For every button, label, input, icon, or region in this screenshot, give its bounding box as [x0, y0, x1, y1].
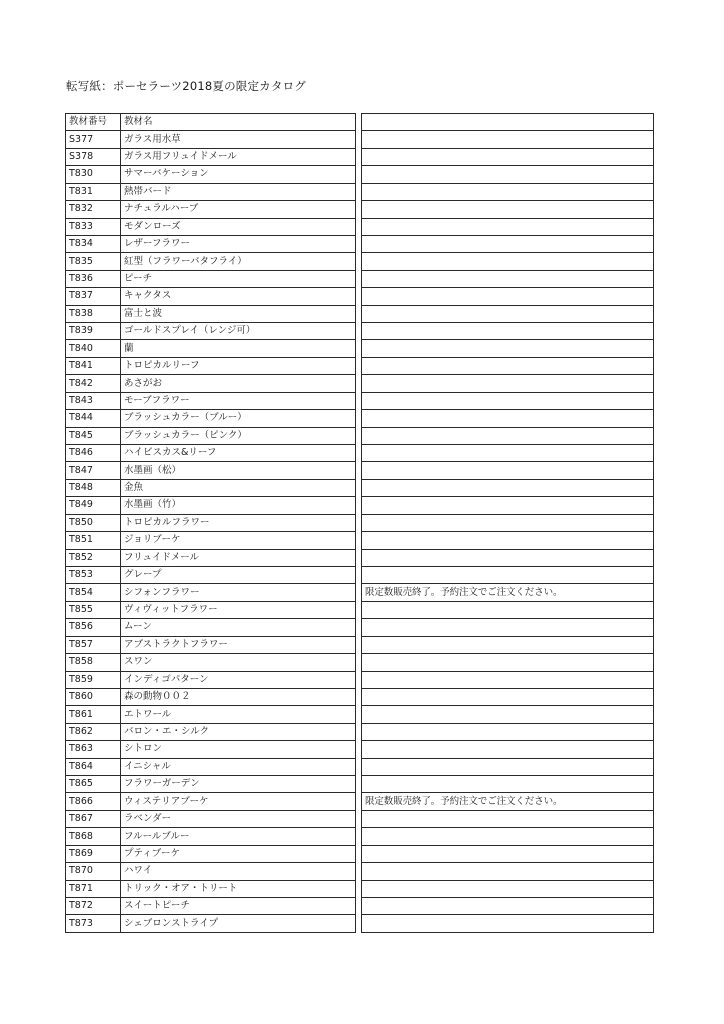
item-code: T868 [66, 828, 121, 845]
notes-row [362, 305, 654, 322]
notes-row [362, 845, 654, 862]
item-note [362, 497, 654, 514]
item-note [362, 218, 654, 235]
item-code: T852 [66, 549, 121, 566]
notes-row [362, 183, 654, 200]
item-code: T830 [66, 166, 121, 183]
table-row [66, 566, 356, 583]
item-name: ラベンダー [121, 810, 356, 827]
item-note [362, 323, 654, 340]
table-row [66, 549, 356, 566]
item-name: ガラス用水草 [121, 131, 356, 148]
table-row [66, 654, 356, 671]
table-row [66, 671, 356, 688]
item-note [362, 706, 654, 723]
item-name: トリック・オア・トリート [121, 880, 356, 897]
table-row [66, 897, 356, 914]
item-code: T870 [66, 863, 121, 880]
item-code: T871 [66, 880, 121, 897]
item-note [362, 776, 654, 793]
notes-row [362, 584, 654, 601]
item-name: ウィステリアブーケ [121, 793, 356, 810]
item-name: フルールブルー [121, 828, 356, 845]
item-note [362, 915, 654, 932]
table-row [66, 235, 356, 252]
item-name: キャクタス [121, 288, 356, 305]
item-code: T850 [66, 514, 121, 531]
item-name: グレープ [121, 566, 356, 583]
item-code: T836 [66, 270, 121, 287]
item-note [362, 549, 654, 566]
item-name: ブラッシュカラー（ピンク） [121, 427, 356, 444]
notes-row [362, 410, 654, 427]
item-note [362, 654, 654, 671]
table-row [66, 601, 356, 618]
notes-row [362, 497, 654, 514]
item-code: T866 [66, 793, 121, 810]
table-row [66, 776, 356, 793]
item-name: シフォンフラワー [121, 584, 356, 601]
item-note [362, 897, 654, 914]
item-note [362, 183, 654, 200]
item-note [362, 566, 654, 583]
item-code: T841 [66, 357, 121, 374]
item-note [362, 288, 654, 305]
notes-row [362, 514, 654, 531]
notes-row [362, 270, 654, 287]
table-row [66, 810, 356, 827]
item-code: T831 [66, 183, 121, 200]
item-code: T862 [66, 723, 121, 740]
item-code: T857 [66, 636, 121, 653]
item-name: エトワール [121, 706, 356, 723]
header-name: 教材名 [121, 114, 356, 131]
notes-row [362, 445, 654, 462]
item-note [362, 863, 654, 880]
item-code: T856 [66, 619, 121, 636]
table-row [66, 688, 356, 705]
item-name: インディゴパターン [121, 671, 356, 688]
table-row [66, 410, 356, 427]
notes-row [362, 566, 654, 583]
table-row [66, 305, 356, 322]
item-note [362, 357, 654, 374]
item-name: 金魚 [121, 479, 356, 496]
item-name: 紅型（フラワーバタフライ） [121, 253, 356, 270]
notes-row [362, 723, 654, 740]
item-note [362, 305, 654, 322]
notes-row [362, 601, 654, 618]
item-code: S377 [66, 131, 121, 148]
item-name: フリュイドメール [121, 549, 356, 566]
item-name: シェブロンストライプ [121, 915, 356, 932]
item-code: T837 [66, 288, 121, 305]
notes-row [362, 148, 654, 165]
table-row [66, 340, 356, 357]
notes-row [362, 810, 654, 827]
item-name: イニシャル [121, 758, 356, 775]
item-note: 限定数販売終了。予約注文でご注文ください。 [362, 793, 654, 810]
notes-row [362, 758, 654, 775]
table-row [66, 218, 356, 235]
item-code: T845 [66, 427, 121, 444]
item-name: ハイビスカス&リーフ [121, 445, 356, 462]
notes-row [362, 776, 654, 793]
item-note [362, 410, 654, 427]
notes-row [362, 340, 654, 357]
item-code: T853 [66, 566, 121, 583]
item-name: モーブフラワー [121, 392, 356, 409]
item-name: ブラッシュカラー（ブルー） [121, 410, 356, 427]
item-name: スワン [121, 654, 356, 671]
table-row [66, 915, 356, 932]
item-code: T844 [66, 410, 121, 427]
notes-row [362, 235, 654, 252]
page-title: 転写紙：ポーセラーツ2018夏の限定カタログ [66, 79, 306, 93]
item-code: T838 [66, 305, 121, 322]
notes-row [362, 375, 654, 392]
item-note [362, 828, 654, 845]
notes-header-row [362, 114, 654, 131]
item-note [362, 131, 654, 148]
table-row [66, 270, 356, 287]
table-row [66, 636, 356, 653]
table-row [66, 445, 356, 462]
notes-row [362, 671, 654, 688]
table-row [66, 131, 356, 148]
item-name: プティブーケ [121, 845, 356, 862]
table-row [66, 479, 356, 496]
header-code: 教材番号 [66, 114, 121, 131]
item-name: フラワーガーデン [121, 776, 356, 793]
table-row [66, 427, 356, 444]
item-code: T840 [66, 340, 121, 357]
item-note [362, 375, 654, 392]
table-row [66, 619, 356, 636]
item-code: T858 [66, 654, 121, 671]
notes-row [362, 549, 654, 566]
item-name: ナチュラルハーブ [121, 201, 356, 218]
item-note [362, 148, 654, 165]
item-name: ゴールドスプレイ（レンジ可） [121, 323, 356, 340]
notes-row [362, 880, 654, 897]
table-row [66, 166, 356, 183]
table-row [66, 392, 356, 409]
item-name: 蘭 [121, 340, 356, 357]
notes-row [362, 131, 654, 148]
notes-row [362, 741, 654, 758]
item-code: T869 [66, 845, 121, 862]
notes-row [362, 532, 654, 549]
table-row [66, 758, 356, 775]
item-name: ジョリブーケ [121, 532, 356, 549]
item-note [362, 880, 654, 897]
item-name: ヴィヴィットフラワー [121, 601, 356, 618]
item-code: T849 [66, 497, 121, 514]
item-note [362, 445, 654, 462]
table-row [66, 148, 356, 165]
item-note [362, 723, 654, 740]
item-code: T834 [66, 235, 121, 252]
item-code: T860 [66, 688, 121, 705]
notes-row [362, 288, 654, 305]
item-note [362, 479, 654, 496]
table-row [66, 828, 356, 845]
item-note [362, 253, 654, 270]
table-row [66, 323, 356, 340]
item-code: T865 [66, 776, 121, 793]
notes-row [362, 636, 654, 653]
notes-row [362, 688, 654, 705]
item-name: あさがお [121, 375, 356, 392]
item-note [362, 340, 654, 357]
notes-row [362, 462, 654, 479]
item-code: T848 [66, 479, 121, 496]
item-name: トロピカルリーフ [121, 357, 356, 374]
item-code: T867 [66, 810, 121, 827]
item-name: トロピカルフラワー [121, 514, 356, 531]
item-name: 森の動物００２ [121, 688, 356, 705]
table-row [66, 514, 356, 531]
notes-row [362, 706, 654, 723]
item-code: T847 [66, 462, 121, 479]
table-row [66, 863, 356, 880]
notes-row [362, 323, 654, 340]
item-name: スイートピーチ [121, 897, 356, 914]
item-code: T854 [66, 584, 121, 601]
item-code: T851 [66, 532, 121, 549]
notes-row [362, 392, 654, 409]
notes-row [362, 863, 654, 880]
notes-row [362, 619, 654, 636]
table-row [66, 584, 356, 601]
table-row [66, 845, 356, 862]
table-row [66, 706, 356, 723]
item-code: T835 [66, 253, 121, 270]
item-name: アブストラクトフラワー [121, 636, 356, 653]
table-row [66, 497, 356, 514]
notes-row [362, 479, 654, 496]
item-name: ムーン [121, 619, 356, 636]
item-code: T861 [66, 706, 121, 723]
item-code: T843 [66, 392, 121, 409]
item-name: ハワイ [121, 863, 356, 880]
item-note [362, 235, 654, 252]
notes-row [362, 218, 654, 235]
item-name: 水墨画（竹） [121, 497, 356, 514]
item-name: バロン・エ・シルク [121, 723, 356, 740]
table-row [66, 375, 356, 392]
item-name: モダンローズ [121, 218, 356, 235]
notes-row [362, 897, 654, 914]
table-header-row [66, 114, 356, 131]
table-row [66, 793, 356, 810]
item-note [362, 636, 654, 653]
table-row [66, 253, 356, 270]
item-note [362, 601, 654, 618]
item-name: レザーフラワー [121, 235, 356, 252]
item-name: 富士と波 [121, 305, 356, 322]
notes-row [362, 357, 654, 374]
item-note [362, 741, 654, 758]
item-note [362, 427, 654, 444]
item-note [362, 810, 654, 827]
item-name: ガラス用フリュイドメール [121, 148, 356, 165]
item-name: シトロン [121, 741, 356, 758]
notes-header-cell [362, 114, 654, 131]
table-row [66, 288, 356, 305]
item-note [362, 462, 654, 479]
item-code: T864 [66, 758, 121, 775]
item-code: T832 [66, 201, 121, 218]
item-code: T833 [66, 218, 121, 235]
item-note [362, 392, 654, 409]
table-row [66, 462, 356, 479]
notes-row [362, 793, 654, 810]
table-row [66, 532, 356, 549]
item-code: T855 [66, 601, 121, 618]
table-row [66, 723, 356, 740]
item-code: S378 [66, 148, 121, 165]
item-note [362, 688, 654, 705]
table-row [66, 183, 356, 200]
item-name: 水墨画（松） [121, 462, 356, 479]
item-note [362, 514, 654, 531]
item-name: サマーバケーション [121, 166, 356, 183]
item-code: T859 [66, 671, 121, 688]
item-note [362, 532, 654, 549]
item-note [362, 201, 654, 218]
table-row [66, 201, 356, 218]
notes-row [362, 427, 654, 444]
notes-row [362, 253, 654, 270]
notes-row [362, 201, 654, 218]
notes-row [362, 654, 654, 671]
item-name: ピーチ [121, 270, 356, 287]
item-note: 限定数販売終了。予約注文でご注文ください。 [362, 584, 654, 601]
item-name: 熱帯バード [121, 183, 356, 200]
notes-row [362, 166, 654, 183]
item-note [362, 270, 654, 287]
table-row [66, 880, 356, 897]
table-row [66, 357, 356, 374]
item-code: T839 [66, 323, 121, 340]
item-code: T873 [66, 915, 121, 932]
item-note [362, 671, 654, 688]
catalog-table [65, 113, 356, 933]
item-note [362, 758, 654, 775]
table-row [66, 741, 356, 758]
notes-row [362, 915, 654, 932]
item-code: T872 [66, 897, 121, 914]
item-code: T863 [66, 741, 121, 758]
item-note [362, 166, 654, 183]
notes-row [362, 828, 654, 845]
notes-table [361, 113, 654, 933]
item-code: T842 [66, 375, 121, 392]
item-note [362, 845, 654, 862]
item-note [362, 619, 654, 636]
item-code: T846 [66, 445, 121, 462]
